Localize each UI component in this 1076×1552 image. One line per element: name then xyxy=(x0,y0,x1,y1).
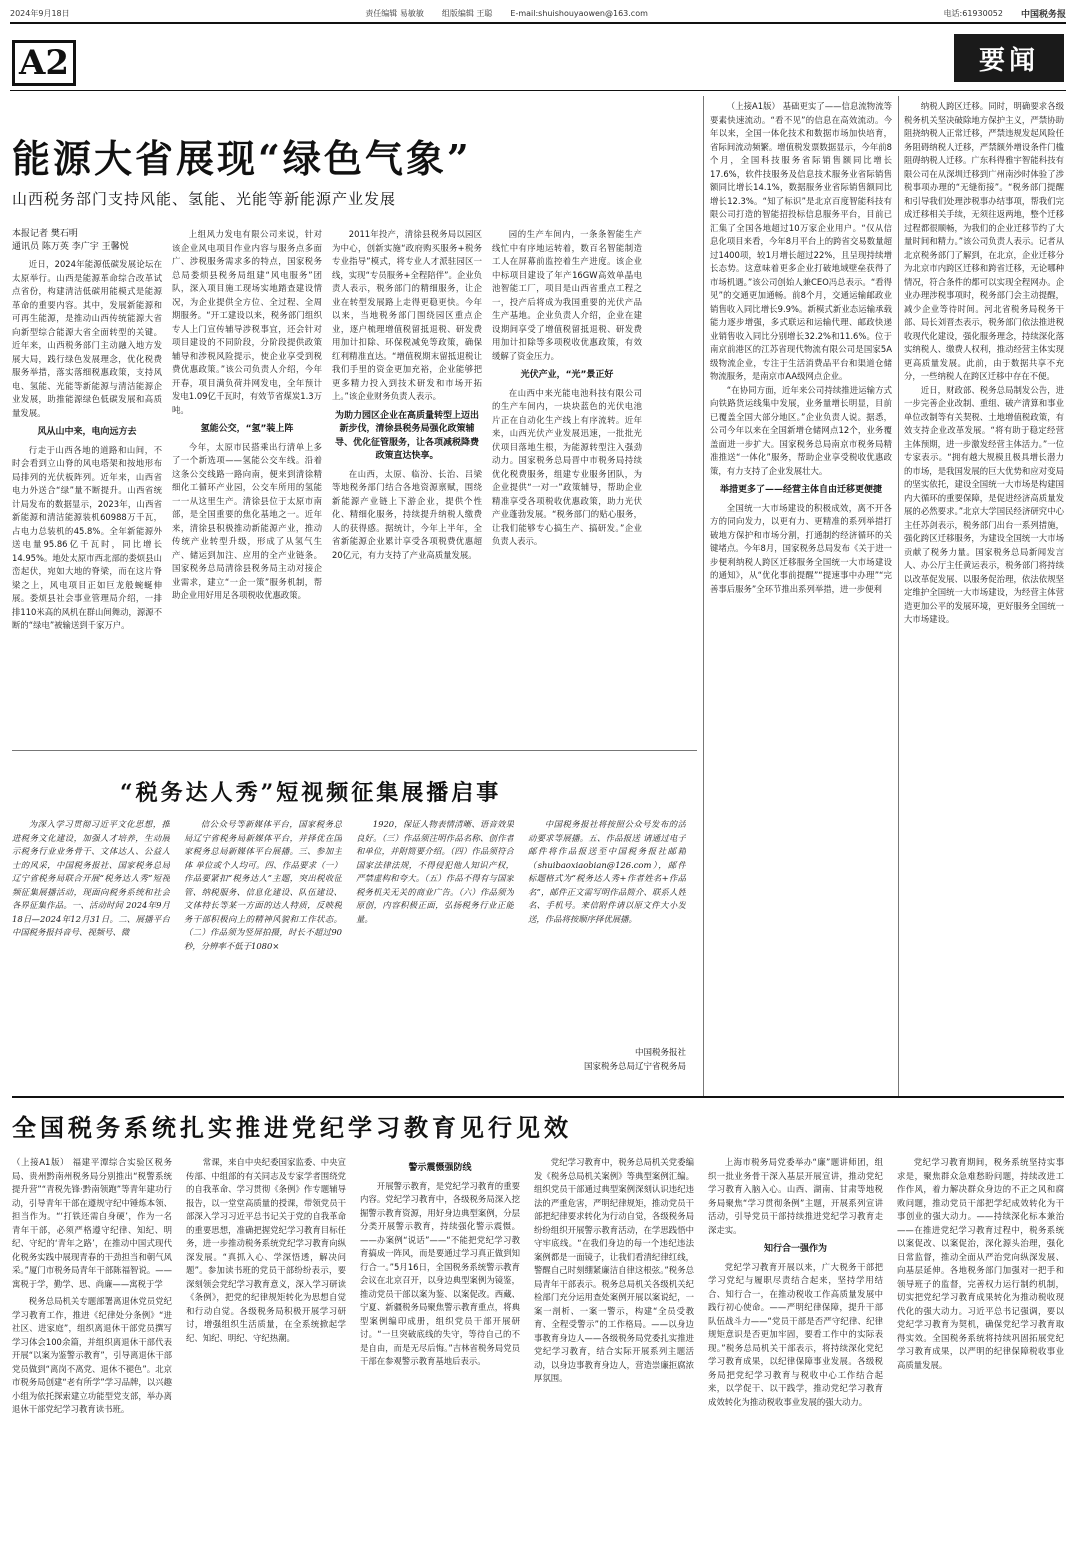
lead-section-heading: 为助力园区企业在高质量转型上迈出新步伐，清徐县税务局强化政策辅导、优化征管服务，让各项减税降费政策直达快享。 xyxy=(334,410,479,461)
party-headline: 全国税务系统扎实推进党纪学习教育见行见效 xyxy=(12,1113,572,1142)
campaign-column-2 xyxy=(184,818,342,1058)
party-column-5 xyxy=(708,1156,883,1546)
lead-paragraph: 园的生产车间内，一条条智能生产线忙中有序地运转着，数百名智能制造工人在屏幕前监控着生产进度。该企业中标项目建设了年产16GW高效单晶电池智能工厂，项目是山西省重点工程之一，投产后将成为我国重要的光伏产品生产基地。企业负责人介绍，企业在建设期间享受了增值税留抵退税、研发费用加计扣除等多项税收优惠政策，有效缓解了资金压力。 xyxy=(492,229,642,361)
section-divider xyxy=(12,1096,1064,1098)
party-paragraph: （上接A1版） 福建平潭综合实验区税务局、贵州黔南州税务局分别推出“税警系统提升营”“青税先锋·黔南领跑”等青年建功行动，引导青年干部在遵规守纪中锤炼本领、担当作为。“‘打铁还需自身硬’，作为一名青年干部，必须严格遵守纪律、知纪、明纪、守纪的‘青年之路’，在推动中国式现代化税务实践中展现青春的干劲担当和朝气风采。”厦门市税务局青年干部陈福智说。——寓税于学，勤学、思、尚廉——寓税于学 xyxy=(12,1157,172,1289)
party-column-6 xyxy=(897,1156,1064,1546)
continuation-paragraph: 纳税人跨区迁移。同时，明确要求各级税务机关坚决破除地方保护主义，严禁协助阻挠纳税人正常迁移，严禁违规发起风险任务阻碍纳税人迁移，严禁额外增设条件门槛阻碍纳税人迁移。广东科得雅宇智能科技有限公司在从深圳迁移到广州南沙时体验了涉税事项办理的“无缝衔接”。“税务部门提醒和引导我们处理涉税事办结事项，帮我们完成迁移相关手续，无须往返两地，整个迁移过程都很顺畅，为我们的企业迁移节约了大量时间和精力。”该公司负责人表示。记者从北京税务部门了解到，在北京，企业迁移分为北京市内跨区迁移和跨省迁移，无论哪种情况，符合条件的都可以实现全程网办。企业办理涉税事项时，税务部门会主动提醒，减少企业等待时间。河北省税务局税务干部、局长刘晋杰表示，税务部门依法推进税收现代化建设，强化服务理念，持续深化落实纳税人、缴费人权利，推动经营主体实现更高质量发展。此前，由于数据共享不充分，一些纳税人在跨区迁移中存在不便。 xyxy=(904,101,1064,381)
continuation-column-2 xyxy=(904,100,1064,1096)
section-divider xyxy=(12,750,697,751)
section-label: 要闻 xyxy=(954,34,1064,82)
lead-byline xyxy=(12,228,162,254)
lead-column-4 xyxy=(492,228,642,736)
party-column-4 xyxy=(534,1156,694,1546)
masthead-strip xyxy=(10,6,1066,20)
lead-paragraph: 在山西中来光能电池科技有限公司的生产车间内，一块块蓝色的光伏电池片正在自动化生产线上有序流转。近年来，山西光伏产业发展迅速，一批批光伏项目落地生根，为能源转型注入强劲动力。国家税务总局晋中市税务局持续优化税费服务，组建专业服务团队，为企业提供“一对一”政策辅导，帮助企业精准享受各项税收优惠政策，助力光伏产业蓬勃发展。“税务部门的贴心服务，让我们能够专心搞生产、搞研发。”企业负责人表示。 xyxy=(492,387,642,546)
lead-paragraph: 行走于山西各地的道路和山间，不时会看到立山脊的风电塔架和按地形布局排列的光伏板阵列。近年来，山西省电力外送合“绿”量不断提升。山西省统计局发布的数据显示，2023年，山西省新能源和清洁能源装机60988万千瓦，占电力总装机的45.8%。全年新能源外送电量95.86亿千瓦时，同比增长14.95%。地处太原市西北部的娄烦县山峦起伏，宛如大地的脊梁，而在这片脊梁之上，风电项目正如巨龙般蜿蜒伸展。娄烦县社会事业管理局介绍，一排排110米高的风机在群山间舞动，源源不断的“绿电”被输送到千家万户。 xyxy=(12,444,162,630)
campaign-signers xyxy=(584,1046,686,1074)
signer-tax-bureau: 国家税务总局辽宁省税务局 xyxy=(583,1062,686,1072)
top-rule xyxy=(10,22,1066,24)
contact-phone: 电话:61930052 xyxy=(943,8,1003,18)
header-rule xyxy=(10,90,1066,91)
editor-credit: 责任编辑 易敏敏 xyxy=(365,8,424,18)
party-paragraph: 开展警示教育，是党纪学习教育的重要内容。党纪学习教育中，各级税务局深入挖掘警示教育资源，用好身边典型案例，分层分类开展警示教育，持续强化警示震慑。——办案例“说话”——“不能把党纪学习教育搞成一阵风，而是要通过学习真正做到知行合一。”5月16日，全国税务系统警示教育会议在北京召开，以身边典型案例为镜鉴，推动党员干部以案为鉴、以案促改。西藏、宁夏、新疆税务局聚焦警示教育重点，将典型案例编印成册，组织党员干部开展研讨。“一旦突破底线的失守，等待自己的不是自由，而是无尽后悔。”吉林省税务局党员干部在参观警示教育基地后表示。 xyxy=(360,1180,520,1366)
party-section-heading: 知行合一强作为 xyxy=(763,1244,827,1254)
lead-column-1 xyxy=(12,258,162,736)
signer-newspaper: 中国税务报社 xyxy=(634,1048,686,1058)
lead-section-heading: 风从山中来，电向远方去 xyxy=(37,427,137,437)
party-paragraph: 常课，来自中央纪委国家监委、中央宣传部、中组部的有关同志及专家学者围绕党的自我革命、学习贯彻《条例》作专题辅导报告，以一堂堂高质量的授课，带领党员干部深入学习习近平总书记关于党的自我革命的重要思想，准确把握党纪学习教育目标任务，进一步推动税务系统党纪学习教育向纵深发展。“真抓入心、学深悟透，解决问题”。参加读书班的党员干部纷纷表示，要深刻领会党纪学习教育意义，深入学习研读《条例》，把党的纪律规矩转化为思想自觉和行动自觉。各级税务局积极开展学习研讨，增强组织生活质量，在全系统掀起学纪、知纪、明纪、守纪热潮。 xyxy=(186,1157,346,1343)
lead-column-2 xyxy=(172,228,322,736)
column-divider xyxy=(703,96,704,1096)
lead-paragraph: 上组风力发电有限公司来说，针对该企业风电项目作业内容与服务点多面广、涉税服务需求多的特点，国家税务总局娄烦县税务局组建“风电服务”团队，深入项目施工现场实地踏查建设情况，为企业提供全方位、全过程、全周期服务。“开工建设以来，税务部门组织专人上门宣传辅导涉税事宜，还会针对项目建设的不同阶段，分阶段提供政策辅导和涉税风险提示，使企业享受到税费优惠政策。”该公司负责人介绍，今年开春，项目满负荷并网发电，全年预计发电1.09亿千瓦时，有效节省煤炭1.3万吨。 xyxy=(172,229,322,415)
campaign-column-1 xyxy=(12,818,170,1058)
lead-paragraph: 在山西，太原、临汾、长治、吕梁等地税务部门结合各地资源禀赋，围绕新能源产业链上下游企业，提供个性化、精细化服务，持续提升纳税人缴费人的获得感。据统计，今年上半年，全省新能源企业累计享受各项税费优惠超20亿元，有力支持了产业高质量发展。 xyxy=(332,468,482,560)
campaign-paragraph: 为深入学习贯彻习近平文化思想，推进税务文化建设，加强人才培养，生动展示税务行业业务骨干、文体达人、公益人士的风采，中国税务报社、国家税务总局辽宁省税务局联合开展“税务达人秀”短视频征集展播活动，现面向税务系统和社会各界征集作品。一、活动时间 2024年9月18日—2024年12月31日。二、展播平台 中国税务报抖音号、视频号、微 xyxy=(12,819,170,937)
party-paragraph: 党纪学习教育开展以来，广大税务干部把学习党纪与履职尽责结合起来，坚持学用结合、知行合一，在推动税收工作高质量发展中践行初心使命。——严明纪律保障，提升干部队伍战斗力——“党员干部是否严守纪律、纪律规矩意识是否更加牢固，要看工作中的实际表现。”税务总局机关干部表示，将持续深化党纪学习教育成果，以纪律保障事业发展。各级税务局把党纪学习教育与税收中心工作结合起来，以学促干、以干践学，推动党纪学习教育成效转化为推动税收事业发展的强大动力。 xyxy=(708,1261,883,1407)
lead-headline: 能源大省展现“绿色气象” xyxy=(12,136,472,181)
party-column-3 xyxy=(360,1156,520,1546)
campaign-paragraph: 1920，保证人物表情清晰、语音效果良好。（三）作品须注明作品名称、创作者和单位，并附简要介绍。（四）作品须符合国家法律法规，不得侵犯他人知识产权，严禁虚构和夸大。（五）作品不得有与国家税务机关无关的商业广告。（六）作品须为原创，内容积极正面，弘扬税务行业正能量。 xyxy=(356,819,514,924)
correspondent-credit: 通讯员 陈万英 李广宇 王馨悦 xyxy=(12,242,129,252)
campaign-headline: “税务达人秀”短视频征集展播启事 xyxy=(120,780,502,806)
campaign-paragraph: 信公众号等新媒体平台，国家税务总局辽宁省税务局新媒体平台，并择优在国家税务总局新媒体平台展播。三、参加主体 单位或个人均可。四、作品要求（一）作品要紧扣“税务达人”主题，突出税收征管、纳税服务、信息化建设、队伍建设、文体特长等某一方面的达人特质，反映税务干部积极向上的精神风貌和工作状态。（二）作品须为竖屏拍摄，时长不超过90秒，分辨率不低于1080× xyxy=(184,819,342,951)
lead-paragraph: 近日，2024年能源低碳发展论坛在太原举行。山西是能源革命综合改革试点省份，构建清洁低碳用能模式是能源革命的重要内容。其中，发展新能源和可再生能源，是推动山西传统能源大省向新型综合能源大省全面转型的关键。近年来，山西税务部门主动融入地方发展大局，践行绿色发展理念，优化税费服务举措，落实落细税惠政策，支持风电、氢能、光能等新能源与清洁能源企业发展，助推能源绿色低碳发展和高质量发展。 xyxy=(12,259,162,418)
column-divider xyxy=(898,96,899,1096)
contact-email: E-mail:shuishouyaowen@163.com xyxy=(510,8,648,18)
party-column-2 xyxy=(186,1156,346,1546)
reporter-credit: 本报记者 樊石明 xyxy=(12,229,78,239)
newspaper-brand: 中国税务报 xyxy=(1020,9,1066,20)
campaign-paragraph: 中国税务报社将按照公众号发布的活动要求等展播。五、作品报送 请通过电子邮件将作品报送至中国税务报社邮箱（shuibaoxiaobian@126.com），邮件标题格式为“税务达人秀+作者姓名+作品名”，邮件正文需写明作品简介、联系人姓名、手机号。来信附件请以原文件大小发送，作品将按顺序择优展播。 xyxy=(528,819,686,924)
lead-section-heading: 光伏产业，“光”景正好 xyxy=(520,370,614,380)
continuation-paragraph: 全国统一大市场建设的积极成效，离不开各方的同向发力，以更有力、更精准的系列举措打破地方保护和市场分割，打通制约经济循环的关键堵点。今年8月，国家税务总局发布《关于进一步便利纳税人跨区迁移服务全国统一大市场建设的通知》，从“优化事前提醒”“提速事中办理”“完善事后服务”全环节推出系列举措，进一步便利 xyxy=(710,502,892,594)
continuation-section-heading: 举措更多了——经营主体自由迁移更便捷 xyxy=(719,485,882,495)
party-paragraph: 税务总局机关专题部署离退休党员党纪学习教育工作，推进《纪律处分条例》“进社区、进家庭”，组织离退休干部党员撰写学习体会100余篇，并组织离退休干部代表开展“以案为鉴警示教育”，引导离退休干部党员做到“离岗不离党、退休不褪色”。北京市税务局创建“老有所学”学习品牌，以兴趣小组为依托探索建立功能型党支部，举办离退休干部党纪学习教育读书班。 xyxy=(12,1296,172,1414)
continuation-paragraph: （上接A1版） 基础更实了——信息流物流等要素快速流动。“看不见”的信息在高效流动。今年以来，全国一体化技术和数据市场加快培育，省际间流动频繁。增值税发票数据显示，今年前8个月，全国科技服务省际销售额同比增长17.6%，软件技服务及信息技术服务业省际销售额同比增长14.1%，数据服务业省际销售额同比增长12.3%。“知了标识”是北京百度智能科技有限公司打造的智能招投标信息服务平台，目前已汇集了全国各地超过10万家企业用户。“仅从信息化项目来看，今年8月平台上的跨省交易数量超过1400项，较1月增长超过22%，且呈现持续增长态势。这意味着更多企业打破地域壁垒获得了市场机遇。”该公司创始人兼CEO冯总表示。“看得见”的交通更加通畅。前8个月，交通运输邮政业销售收入同比增长9.9%。新模式新业态运输承载能力逐步增强，多式联运和运输代理、邮政快递业销售收入同比分别增长32.2%和11.6%。位于南京前港区的江苏省现代物流有限公司是国家5A级物流企业，专注于生活消费品平台和渠道仓储物流服务，是南京市AA级网点企业。 xyxy=(710,101,892,381)
lead-column-3 xyxy=(332,228,482,736)
issue-date: 2024年9月18日 xyxy=(10,8,70,18)
lead-section-heading: 氢能公交，“氢”装上阵 xyxy=(200,424,294,434)
campaign-column-3 xyxy=(356,818,514,1058)
party-paragraph: 党纪学习教育期间，税务系统坚持实事求是，聚焦群众急难愁盼问题，持续改进工作作风，着力解决群众身边的不正之风和腐败问题，推动党员干部把学纪成效转化为干事创业的强大动力。——持续深化标本兼治——在推进党纪学习教育过程中，税务系统以案促改、以案促治，深化源头治理，强化日常监督，推动全面从严治党向纵深发展、向基层延伸。各地税务部门加强对一把手和领导班子的监督，完善权力运行制约机制，切实把党纪学习教育成果转化为推动税收现代化的强大动力。习近平总书记强调，要以党纪学习教育为契机，确保党纪学习教育取得实效。全国税务系统将持续巩固拓展党纪学习教育成果，以严明的纪律保障税收事业高质量发展。 xyxy=(897,1157,1064,1370)
party-section-heading: 警示震慑强防线 xyxy=(408,1163,472,1173)
party-paragraph: 上海市税务局党委举办“廉”题讲师团，组织一批业务骨干深入基层开展宣讲，推动党纪学习教育入脑入心。山西、湖南、甘肃等地税务局聚焦“学习贯彻条例”主题，开展系列宣讲活动，引导党员干部持续推进党纪学习教育走深走实。 xyxy=(708,1157,883,1235)
party-column-1 xyxy=(12,1156,172,1546)
lead-subheadline: 山西税务部门支持风能、氢能、光能等新能源产业发展 xyxy=(12,190,397,208)
continuation-paragraph: 近日，财政部、税务总局制发公告，进一步完善企业改制、重组、破产清算和事业单位改制等有关契税、土地增值税政策，有效支持企业改革发展。“将有助于稳定经营主体预期，进一步激发经营主体活力。”一位专家表示。“拥有越大规模且极具增长潜力的市场，是我国发展的巨大优势和应对变局的坚实依托，建设全国统一大市场是构建国内大循环的重要保障，是促进经济高质量发展的必然要求。”北京大学国民经济研究中心主任苏剑表示，税务部门出台一系列措施，强化跨区迁移服务，为建设全国统一大市场贡献了税务力量。国家税务总局新闻发言人、办公厅主任黄运表示，税务部门将持续以改革促发展、以服务促治理，依法依规坚定维护全国统一大市场建设，为经营主体营造更加公平的发展环境，更好服务全国统一大市场建设。 xyxy=(904,384,1064,624)
layout-credit: 组版编辑 王聪 xyxy=(441,8,493,18)
party-paragraph: 党纪学习教育中，税务总局机关党委编发《税务总局机关案例》等典型案例汇编。组织党员干部通过典型案例深刻认识违纪违法的严重危害，严明纪律规矩，推动党员干部把纪律要求转化为行动自觉，各级税务局纷纷组织开展警示教育活动，在学思践悟中守牢底线。“在我们身边的每一个违纪违法案例都是一面镜子，让我们看清纪律红线，警醒自己时刻绷紧廉洁自律这根弦。”税务总局青年干部表示。税务总局机关各级机关纪检部门充分运用查处案例开展以案说纪，一案一剖析、一案一警示，构建“全员受教育、全程受警示”的工作格局。——以身边事教育身边人——各级税务局党委扎实推进党纪学习教育，结合实际开展系列主题活动，以身边事教育身边人，营造崇廉拒腐浓厚氛围。 xyxy=(534,1157,694,1383)
page-number: A2 xyxy=(12,40,76,86)
campaign-column-4 xyxy=(528,818,686,1046)
continuation-column-1 xyxy=(710,100,892,1096)
continuation-paragraph: “在协同方面，近年来公司持续推进运输方式向铁路货运线集中发展，业务量增长明显，目前已覆盖全国大部分地区。”企业负责人说。据悉，公司今年以来在全国新增仓储网点12个，业务覆盖面进一步扩大。国家税务总局南京市税务局精准推送“一体化”服务，帮助企业享受税收优惠政策，有力支持了企业发展壮大。 xyxy=(710,384,892,476)
lead-paragraph: 2011年投产，清徐县税务局以园区为中心，创新实施“政府购买服务+税务专业指导”模式，将专业人才派驻园区一线，实现“专员服务+全程陪伴”。企业负责人表示，税务部门的精细服务，让企业在转型发展路上走得更稳更快。今年以来，当地税务部门围绕园区重点企业，逐户梳理增值税留抵退税、研发费用加计扣除、环保税减免等政策，确保红利精准直达。“增值税期末留抵退税让我们手里的资金更加充裕，企业能够把更多精力投入到技术研发和市场开拓上。”该企业财务负责人表示。 xyxy=(332,229,482,401)
lead-paragraph: 今年，太原市民搭乘出行清单上多了一个新选项——氢能公交车线。沿着这条公交线路一路向南，便来到清徐精细化工循环产业园，公交车所用的氢能一一从这里生产。清徐县位于太原市南部，是全国重要的焦化基地之一。近年来，清徐县积极推动新能源产业，推动传统产业转型升级，形成了从氢气生产、储运到加注、应用的全产业链条。国家税务总局清徐县税务局主动对接企业需求，建立“一企一策”服务机制，帮助企业用好用足各项税收优惠政策。 xyxy=(172,441,322,600)
